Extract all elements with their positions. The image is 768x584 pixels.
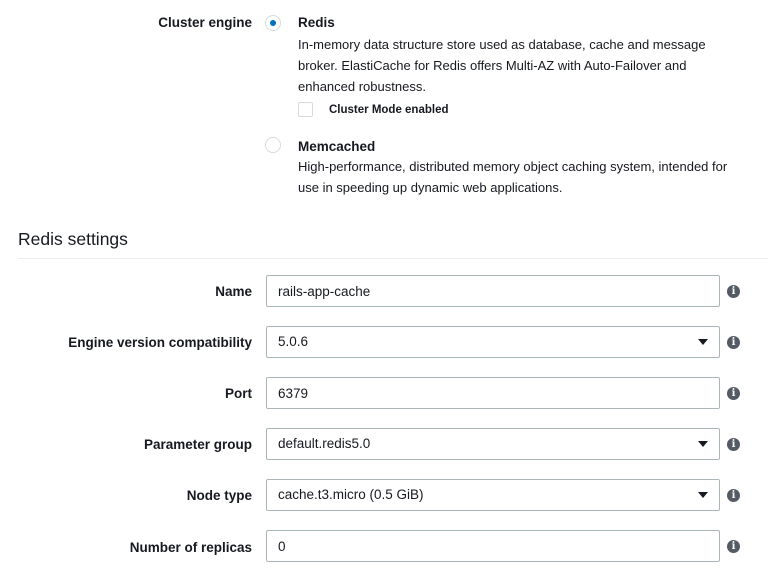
- engine-version-value: 5.0.6: [278, 334, 309, 349]
- port-label: Port: [225, 386, 252, 401]
- node-type-info-icon[interactable]: i: [727, 489, 740, 502]
- number-of-replicas-info-icon[interactable]: i: [727, 540, 740, 553]
- cluster-engine-label: Cluster engine: [158, 15, 252, 30]
- port-info-icon[interactable]: i: [727, 387, 740, 400]
- port-input[interactable]: [266, 377, 720, 409]
- section-divider: [18, 258, 768, 259]
- engine-version-info-icon[interactable]: i: [727, 336, 740, 349]
- engine-version-select[interactable]: [266, 326, 720, 358]
- parameter-group-label: Parameter group: [143, 437, 252, 452]
- memcached-option-title[interactable]: Memcached: [298, 139, 376, 154]
- redis-option-title[interactable]: Redis: [298, 15, 335, 30]
- name-label: Name: [215, 284, 252, 299]
- redis-radio[interactable]: [265, 15, 281, 31]
- cluster-mode-checkbox[interactable]: [298, 102, 313, 117]
- caret-down-icon: [698, 339, 708, 345]
- parameter-group-value: default.redis5.0: [278, 436, 371, 451]
- parameter-group-select[interactable]: [266, 428, 720, 460]
- caret-down-icon: [698, 441, 708, 447]
- engine-version-label: Engine version compatibility: [68, 335, 252, 350]
- redis-option-description: In-memory data structure store used as database, cache and message broker. ElastiCache for Redis offers Multi-AZ with Auto-Failover and enhanced robustness.: [298, 37, 706, 94]
- node-type-label: Node type: [186, 488, 252, 503]
- node-type-select[interactable]: [266, 479, 720, 511]
- number-of-replicas-label: Number of replicas: [129, 540, 252, 555]
- name-input[interactable]: [266, 275, 720, 307]
- node-type-value: cache.t3.micro (0.5 GiB): [278, 487, 424, 502]
- cluster-mode-label[interactable]: Cluster Mode enabled: [329, 104, 449, 116]
- memcached-option-description: High-performance, distributed memory object caching system, intended for use in speeding up dynamic web applications.: [298, 159, 728, 195]
- name-info-icon[interactable]: i: [727, 285, 740, 298]
- caret-down-icon: [698, 492, 708, 498]
- parameter-group-info-icon[interactable]: i: [727, 438, 740, 451]
- memcached-radio[interactable]: [265, 137, 281, 153]
- number-of-replicas-input[interactable]: [266, 530, 720, 562]
- redis-settings-heading: Redis settings: [18, 229, 128, 249]
